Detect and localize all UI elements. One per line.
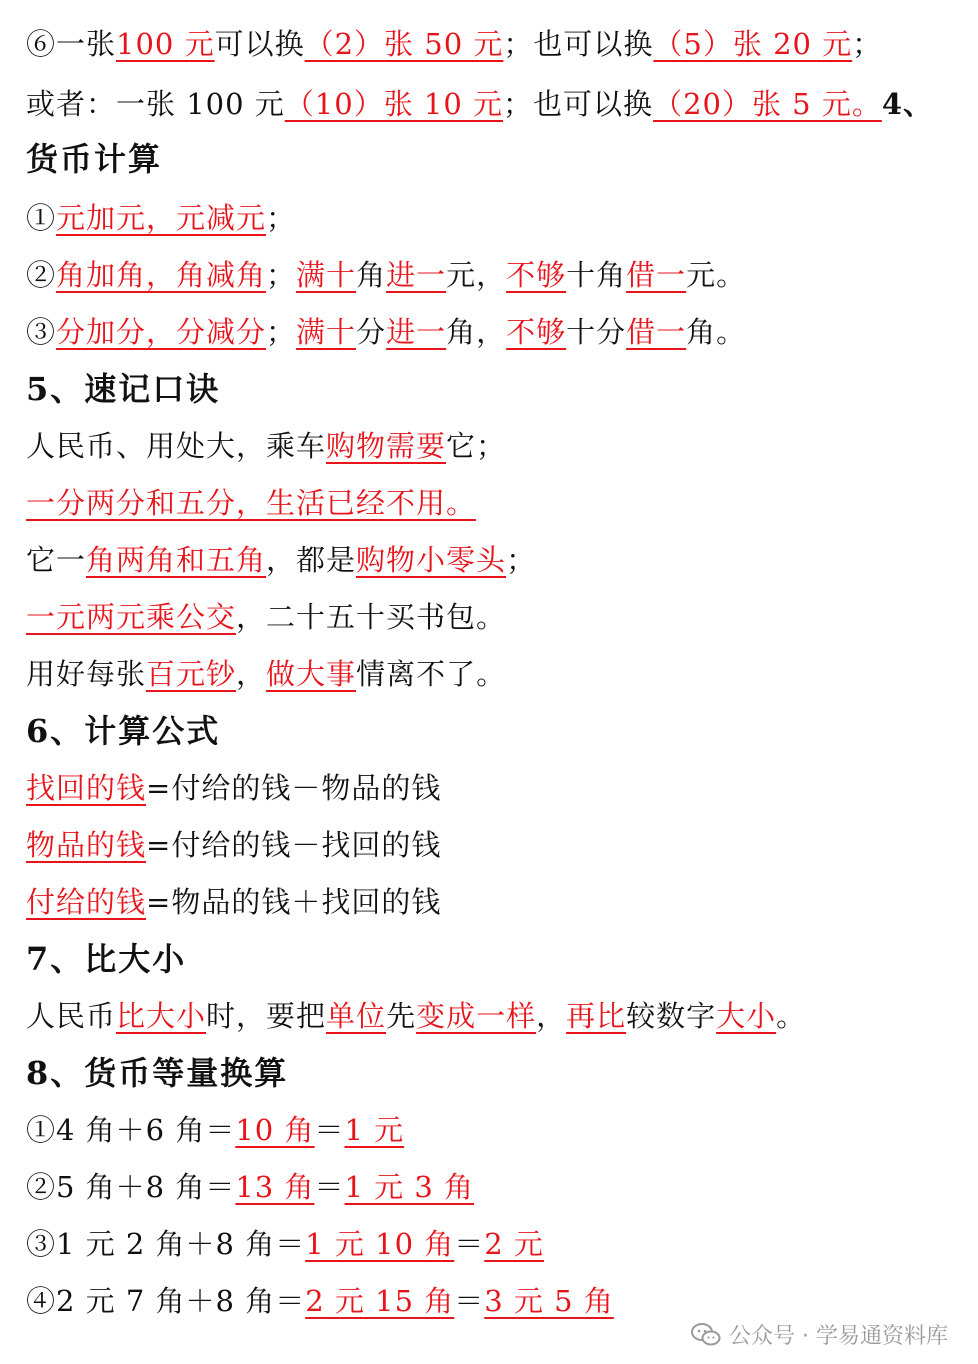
answer: 比大小 xyxy=(116,999,207,1033)
text: 元， xyxy=(446,258,507,292)
answer: 角两角和五角 xyxy=(86,543,267,577)
text: ； xyxy=(266,315,297,349)
answer: 借一 xyxy=(626,315,687,349)
text: 角 xyxy=(356,258,387,292)
watermark-text: 公众号 · 学易通资料库 xyxy=(729,1324,948,1349)
conversion-line-3 xyxy=(26,1224,544,1264)
answer: 不够 xyxy=(506,258,567,292)
mnemonic-line-5 xyxy=(26,654,506,694)
text: ⑥一张 xyxy=(26,27,117,61)
compare-line xyxy=(26,996,806,1036)
answer: 10 角 xyxy=(235,1113,315,1147)
text: ＝ xyxy=(314,1170,345,1204)
text: ＝ xyxy=(454,1227,485,1261)
text: 情离不了。 xyxy=(356,657,507,691)
text: ③ xyxy=(26,315,57,349)
text: ， xyxy=(236,657,267,691)
text: ② xyxy=(26,258,57,292)
answer: （2）张 50 元 xyxy=(304,27,504,61)
watermark xyxy=(691,1319,948,1350)
section-heading-compare: 7、比大小 xyxy=(26,940,187,978)
answer: 2 元 xyxy=(484,1227,544,1261)
text: 用好每张 xyxy=(26,657,147,691)
text: ③1 元 2 角＋8 角＝ xyxy=(26,1227,306,1261)
text: ，都是 xyxy=(266,543,357,577)
conversion-line-2 xyxy=(26,1167,474,1207)
section-heading-formula: 6、计算公式 xyxy=(26,712,221,750)
answer: 3 元 5 角 xyxy=(484,1284,614,1318)
text: ，二十五十买书包。 xyxy=(236,600,507,634)
answer: 找回的钱 xyxy=(26,771,147,805)
text: ②5 角＋8 角＝ xyxy=(26,1170,236,1204)
text: ； xyxy=(266,258,297,292)
text: ， xyxy=(536,999,567,1033)
calc-rule-2 xyxy=(26,255,746,295)
text: 分 xyxy=(356,315,387,349)
text: ①4 角＋6 角＝ xyxy=(26,1113,236,1147)
answer: 百元钞 xyxy=(146,657,237,691)
text: 元。 xyxy=(686,258,747,292)
answer: 满十 xyxy=(296,315,357,349)
mnemonic-line-1 xyxy=(26,426,506,466)
answer: 进一 xyxy=(386,258,447,292)
answer: （5）张 20 元 xyxy=(653,27,853,61)
text: ＝ xyxy=(314,1113,345,1147)
formula-line-3 xyxy=(26,882,441,922)
exchange-line-6 xyxy=(26,24,882,64)
text: =付给的钱－物品的钱 xyxy=(146,771,442,805)
answer: 不够 xyxy=(506,315,567,349)
text: 十分 xyxy=(566,315,627,349)
text: 它一 xyxy=(26,543,87,577)
text: ；也可以换 xyxy=(503,87,654,121)
text: ＝ xyxy=(454,1284,485,1318)
answer: 变成一样 xyxy=(416,999,537,1033)
text: ① xyxy=(26,201,57,235)
answer: 元加元，元减元 xyxy=(56,201,267,235)
text: 先 xyxy=(386,999,417,1033)
formula-line-2 xyxy=(26,825,441,865)
formula-line-1 xyxy=(26,768,441,808)
mnemonic-line-2 xyxy=(26,483,476,523)
answer: 借一 xyxy=(626,258,687,292)
text: 可以换 xyxy=(214,27,305,61)
text: 时，要把 xyxy=(206,999,327,1033)
answer: 1 元 10 角 xyxy=(305,1227,455,1261)
text: 它； xyxy=(446,429,507,463)
text: ④2 元 7 角＋8 角＝ xyxy=(26,1284,306,1318)
answer: 1 元 xyxy=(344,1113,405,1147)
text: 。 xyxy=(776,999,807,1033)
answer: 进一 xyxy=(386,315,447,349)
text: 角， xyxy=(446,315,507,349)
answer: 大小 xyxy=(716,999,777,1033)
section-heading-conversion: 8、货币等量换算 xyxy=(26,1054,289,1092)
answer: 物品的钱 xyxy=(26,828,147,862)
section-number: 4、 xyxy=(881,87,934,121)
answer: 购物需要 xyxy=(326,429,447,463)
section-heading-mnemonic: 5、速记口诀 xyxy=(26,370,221,408)
answer: 做大事 xyxy=(266,657,357,691)
wechat-icon xyxy=(691,1322,721,1348)
text: =付给的钱－找回的钱 xyxy=(146,828,442,862)
text: 人民币、用处大，乘车 xyxy=(26,429,327,463)
text: 十角 xyxy=(566,258,627,292)
mnemonic-line-4 xyxy=(26,597,506,637)
text: 较数字 xyxy=(626,999,717,1033)
text: 或者：一张 100 元 xyxy=(26,87,285,121)
text: =物品的钱＋找回的钱 xyxy=(146,885,442,919)
answer: 一分两分和五分，生活已经不用。 xyxy=(26,486,477,520)
answer: 购物小零头 xyxy=(356,543,507,577)
answer: 13 角 xyxy=(235,1170,315,1204)
answer: 1 元 3 角 xyxy=(344,1170,475,1204)
mnemonic-line-3 xyxy=(26,540,536,580)
answer: 再比 xyxy=(566,999,627,1033)
conversion-line-1 xyxy=(26,1110,404,1150)
text: ； xyxy=(266,201,297,235)
calc-rule-3 xyxy=(26,312,746,352)
text: ； xyxy=(852,27,883,61)
text: ； xyxy=(506,543,537,577)
answer: 付给的钱 xyxy=(26,885,147,919)
text: 角。 xyxy=(686,315,747,349)
answer: （20）张 5 元。 xyxy=(653,87,882,121)
calc-rule-1 xyxy=(26,198,296,238)
answer: 满十 xyxy=(296,258,357,292)
answer: （10）张 10 元 xyxy=(284,87,504,121)
answer: 分加分，分减分 xyxy=(56,315,267,349)
text: ；也可以换 xyxy=(503,27,654,61)
section-heading-currency-calc: 货币计算 xyxy=(26,140,163,178)
answer: 一元两元乘公交 xyxy=(26,600,237,634)
answer: 2 元 15 角 xyxy=(305,1284,455,1318)
answer: 单位 xyxy=(326,999,387,1033)
text: 人民币 xyxy=(26,999,117,1033)
conversion-line-4 xyxy=(26,1281,614,1321)
answer: 角加角，角减角 xyxy=(56,258,267,292)
exchange-line-alt xyxy=(26,84,933,124)
answer: 100 元 xyxy=(116,27,215,61)
